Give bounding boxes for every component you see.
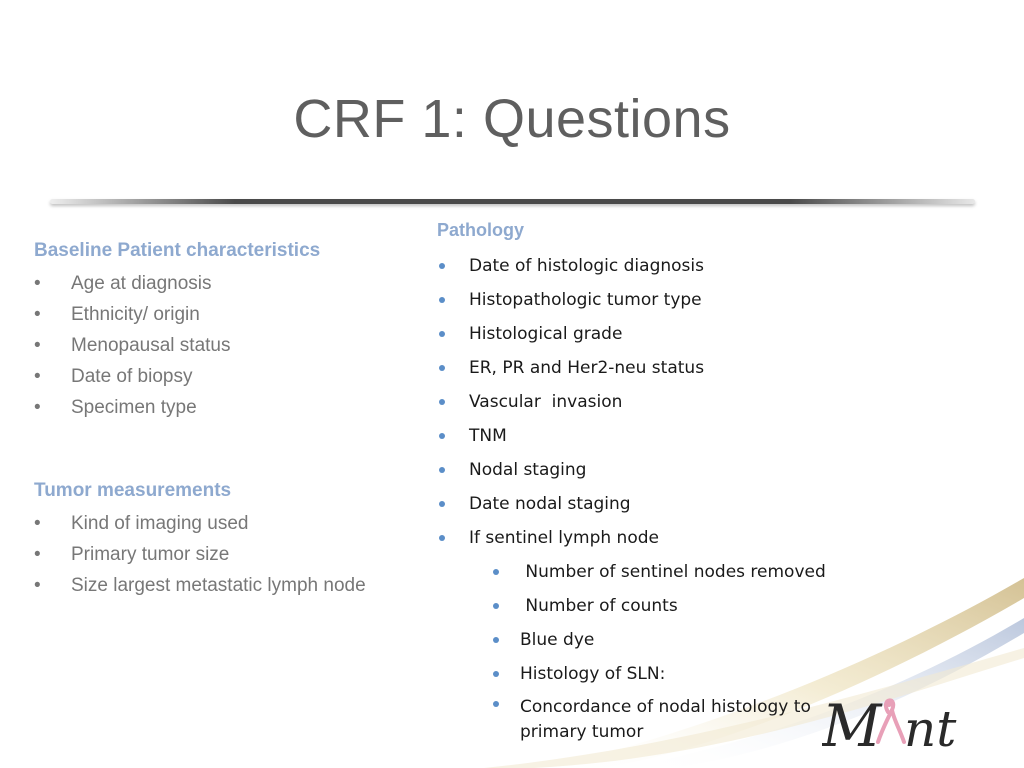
- mint-logo: [822, 690, 1022, 760]
- pink-ribbon-icon: [878, 700, 904, 742]
- list-item: [437, 691, 857, 745]
- bullet-icon: [493, 671, 499, 677]
- pathology-list: [437, 249, 857, 555]
- list-item-text: Histological grade: [469, 324, 623, 344]
- list-item-text: If sentinel lymph node: [469, 528, 659, 548]
- list-item: [437, 419, 857, 453]
- tumor-list: [34, 508, 434, 601]
- list-item-text: Date of histologic diagnosis: [469, 256, 704, 276]
- list-item: [437, 283, 857, 317]
- list-item: [34, 392, 434, 423]
- bullet: •: [34, 366, 41, 387]
- list-item: [34, 570, 434, 601]
- list-item: [437, 657, 857, 691]
- bullet-icon: [439, 501, 445, 507]
- list-item-text: Date nodal staging: [469, 494, 631, 514]
- list-item: [437, 623, 857, 657]
- list-item-text: Age at diagnosis: [71, 273, 212, 294]
- bullet-icon: [493, 603, 499, 609]
- bullet-icon: [439, 535, 445, 541]
- list-item: [34, 508, 434, 539]
- baseline-heading: Baseline Patient characteristics: [34, 240, 321, 261]
- svg-text:M: M: [822, 692, 882, 760]
- bullet-icon: [493, 569, 499, 575]
- list-item: [437, 317, 857, 351]
- bullet: •: [34, 397, 41, 418]
- list-item: [437, 555, 857, 589]
- bullet: •: [34, 544, 41, 565]
- list-item: [34, 299, 434, 330]
- list-item-text: Number of sentinel nodes removed: [520, 562, 826, 582]
- list-item: [34, 268, 434, 299]
- tumor-heading: Tumor measurements: [34, 480, 232, 501]
- left-column: [34, 240, 434, 601]
- list-item: [34, 539, 434, 570]
- list-item-text: Primary tumor size: [71, 544, 230, 565]
- list-item-text: Kind of imaging used: [71, 513, 249, 534]
- list-item-text: Number of counts: [520, 596, 678, 616]
- list-item-text: Size largest metastatic lymph node: [71, 575, 366, 596]
- list-item-text: Concordance of nodal histology to primary tumor: [520, 697, 811, 742]
- sentinel-sublist: [437, 555, 857, 745]
- list-item-text: Nodal staging: [469, 460, 587, 480]
- bullet-icon: [439, 467, 445, 473]
- list-item: [437, 589, 857, 623]
- bullet-icon: [439, 297, 445, 303]
- list-item: [437, 249, 857, 283]
- list-item: [437, 385, 857, 419]
- bullet-icon: [439, 433, 445, 439]
- right-column: [437, 220, 857, 745]
- list-item-text: Blue dye: [520, 630, 595, 650]
- list-item-text: Specimen type: [71, 397, 197, 418]
- svg-text:nt: nt: [904, 700, 957, 758]
- bullet: •: [34, 273, 41, 294]
- list-item-text: Date of biopsy: [71, 366, 193, 387]
- pathology-heading: Pathology: [437, 220, 525, 240]
- baseline-list: [34, 268, 434, 423]
- list-item: [34, 361, 434, 392]
- bullet: •: [34, 513, 41, 534]
- slide-title: CRF 1: Questions: [293, 89, 731, 149]
- bullet-icon: [493, 637, 499, 643]
- list-item: [437, 487, 857, 521]
- list-item-text: Vascular invasion: [469, 392, 623, 412]
- bullet-icon: [493, 701, 499, 707]
- list-item-text: ER, PR and Her2-neu status: [469, 358, 705, 378]
- list-item-text: Ethnicity/ origin: [71, 304, 200, 325]
- bullet-icon: [439, 365, 445, 371]
- title-divider: [50, 199, 975, 204]
- bullet-icon: [439, 263, 445, 269]
- list-item-text: Menopausal status: [71, 335, 231, 356]
- bullet-icon: [439, 399, 445, 405]
- list-item: [437, 351, 857, 385]
- bullet: •: [34, 304, 41, 325]
- list-item: [34, 330, 434, 361]
- list-item: [437, 521, 857, 555]
- list-item-text: TNM: [469, 426, 507, 446]
- list-item-text: Histopathologic tumor type: [469, 290, 702, 310]
- bullet-icon: [439, 331, 445, 337]
- list-item: [437, 453, 857, 487]
- list-item-text: Histology of SLN:: [520, 664, 666, 684]
- bullet: •: [34, 335, 41, 356]
- bullet: •: [34, 575, 41, 596]
